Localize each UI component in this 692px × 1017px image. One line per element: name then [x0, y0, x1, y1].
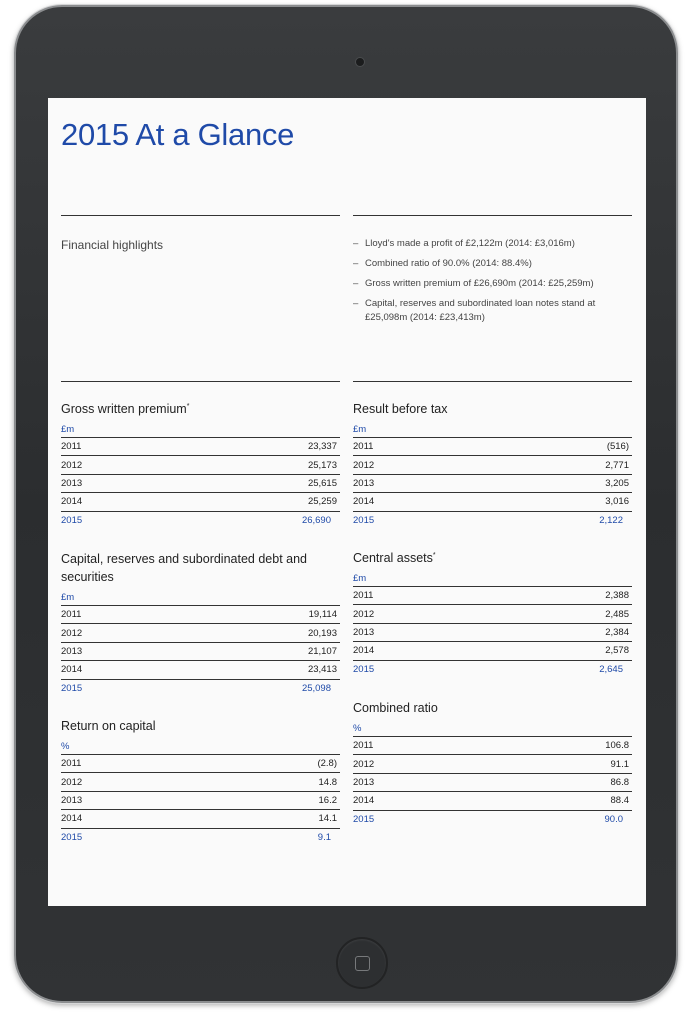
highlight-item: – Capital, reserves and subordinated loan notes stand at £25,098m (2014: £23,413m) — [353, 297, 635, 325]
table-row — [353, 624, 632, 642]
table-row — [353, 456, 632, 474]
table-heading-text: Result before tax — [353, 402, 448, 416]
table-row — [353, 475, 632, 493]
highlight-item: – Gross written premium of £26,690m (2014: £25,259m) — [353, 277, 635, 291]
row-year: 2012 — [353, 459, 375, 471]
row-value: 21,107 — [307, 645, 337, 657]
row-year: 2012 — [353, 608, 375, 620]
row-year: 2013 — [353, 626, 375, 638]
table-heading-text: Capital, reserves and subordinated debt and securities — [61, 552, 307, 584]
unit-label: % — [61, 741, 340, 755]
table-row — [353, 792, 632, 810]
screen — [48, 98, 646, 906]
row-year: 2011 — [61, 758, 82, 770]
row-year: 2012 — [61, 776, 83, 788]
table-row — [353, 661, 632, 679]
table-row — [61, 624, 340, 642]
table-row — [61, 643, 340, 661]
row-value: 88.4 — [610, 795, 629, 807]
row-value: 3,016 — [605, 496, 629, 508]
row-value: 25,098 — [301, 683, 331, 695]
divider — [61, 381, 340, 382]
unit-label: £m — [353, 573, 632, 587]
row-year: 2014 — [353, 496, 375, 508]
table-row — [353, 587, 632, 605]
row-value: 25,259 — [307, 496, 337, 508]
row-value: 2,384 — [605, 626, 629, 638]
row-year: 2014 — [61, 813, 83, 825]
table-row — [61, 493, 340, 511]
row-year: 2014 — [61, 496, 83, 508]
unit-label: £m — [61, 424, 340, 438]
row-year: 2011 — [353, 740, 374, 752]
row-value: 26,690 — [301, 515, 331, 527]
unit-label: % — [353, 723, 632, 737]
table-row — [61, 680, 340, 698]
row-year: 2013 — [353, 776, 375, 788]
row-year: 2013 — [61, 645, 83, 657]
table-row — [61, 661, 340, 679]
row-value: 14.8 — [318, 776, 337, 788]
row-value: 3,205 — [605, 477, 629, 489]
row-value: 25,173 — [307, 459, 337, 471]
row-value: 16.2 — [318, 794, 337, 806]
table-row — [61, 606, 340, 624]
row-value: 91.1 — [610, 758, 629, 770]
row-value: 2,388 — [605, 590, 629, 602]
row-year: 2013 — [61, 794, 83, 806]
footnote-mark: * — [186, 403, 190, 410]
row-year: 2014 — [353, 795, 375, 807]
row-value: 14.1 — [318, 813, 337, 825]
page-title: 2015 At a Glance — [61, 117, 295, 152]
row-value: (2.8) — [317, 758, 337, 770]
table-heading-text: Return on capital — [61, 719, 156, 733]
table-heading — [353, 699, 632, 717]
table-row — [61, 792, 340, 810]
row-value: 23,337 — [307, 441, 337, 453]
row-year: 2014 — [61, 664, 83, 676]
table-row — [353, 493, 632, 511]
row-year: 2014 — [353, 645, 375, 657]
table-heading-text: Combined ratio — [353, 701, 438, 715]
table-row — [353, 642, 632, 660]
divider — [353, 215, 632, 216]
table-row — [353, 438, 632, 456]
table-row — [61, 755, 340, 773]
divider — [353, 381, 632, 382]
footnote-mark: * — [432, 552, 436, 559]
row-value: 23,413 — [307, 664, 337, 676]
gwp-table — [61, 400, 340, 530]
row-value: 2,645 — [599, 664, 623, 676]
rbt-table — [353, 400, 632, 530]
table-row — [61, 810, 340, 828]
highlight-item: – Lloyd's made a profit of £2,122m (2014: £3,016m) — [353, 237, 635, 251]
table-row — [353, 811, 632, 829]
table-heading — [61, 400, 340, 418]
table-row — [61, 475, 340, 493]
row-year: 2012 — [61, 627, 83, 639]
table-row — [61, 512, 340, 530]
row-year: 2015 — [61, 832, 83, 844]
row-year: 2012 — [353, 758, 375, 770]
central-assets-table — [353, 549, 632, 679]
row-value: 9.1 — [317, 832, 331, 844]
row-value: 86.8 — [610, 776, 629, 788]
unit-label: £m — [61, 592, 340, 606]
table-heading — [61, 717, 340, 735]
table-row — [353, 774, 632, 792]
financial-highlights-label: Financial highlights — [61, 238, 164, 252]
row-value: 25,615 — [307, 477, 337, 489]
camera-icon — [355, 57, 365, 67]
row-value: 90.0 — [604, 814, 623, 826]
row-year: 2013 — [353, 477, 375, 489]
combined-ratio-table — [353, 699, 632, 829]
row-year: 2015 — [61, 515, 83, 527]
highlights-list — [353, 237, 635, 331]
row-year: 2011 — [61, 609, 82, 621]
table-row — [61, 456, 340, 474]
table-heading — [353, 549, 632, 567]
row-year: 2013 — [61, 477, 83, 489]
home-square-icon — [355, 956, 370, 971]
row-year: 2011 — [353, 590, 374, 602]
row-year: 2015 — [353, 664, 375, 676]
return-on-capital-table — [61, 717, 340, 847]
row-value: 106.8 — [605, 740, 629, 752]
table-heading-text: Central assets — [353, 551, 433, 565]
table-row — [353, 755, 632, 773]
table-heading — [61, 550, 340, 586]
table-row — [353, 737, 632, 755]
table-row — [61, 829, 340, 847]
highlight-item: – Combined ratio of 90.0% (2014: 88.4%) — [353, 257, 635, 271]
row-year: 2011 — [353, 441, 374, 453]
table-heading — [353, 400, 632, 418]
capital-table — [61, 550, 340, 698]
row-value: 20,193 — [307, 627, 337, 639]
table-heading-text: Gross written premium — [61, 402, 187, 416]
table-row — [61, 438, 340, 456]
table-row — [353, 605, 632, 623]
row-value: 19,114 — [308, 609, 337, 621]
divider — [61, 215, 340, 216]
row-value: 2,771 — [605, 459, 629, 471]
unit-label: £m — [353, 424, 632, 438]
table-row — [61, 773, 340, 791]
row-value: 2,122 — [599, 515, 623, 527]
row-year: 2015 — [353, 814, 375, 826]
row-value: (516) — [606, 441, 629, 453]
row-value: 2,485 — [605, 608, 629, 620]
row-year: 2012 — [61, 459, 83, 471]
table-row — [353, 512, 632, 530]
row-value: 2,578 — [605, 645, 629, 657]
row-year: 2015 — [353, 515, 375, 527]
home-button[interactable] — [336, 937, 388, 989]
row-year: 2015 — [61, 683, 83, 695]
row-year: 2011 — [61, 441, 82, 453]
